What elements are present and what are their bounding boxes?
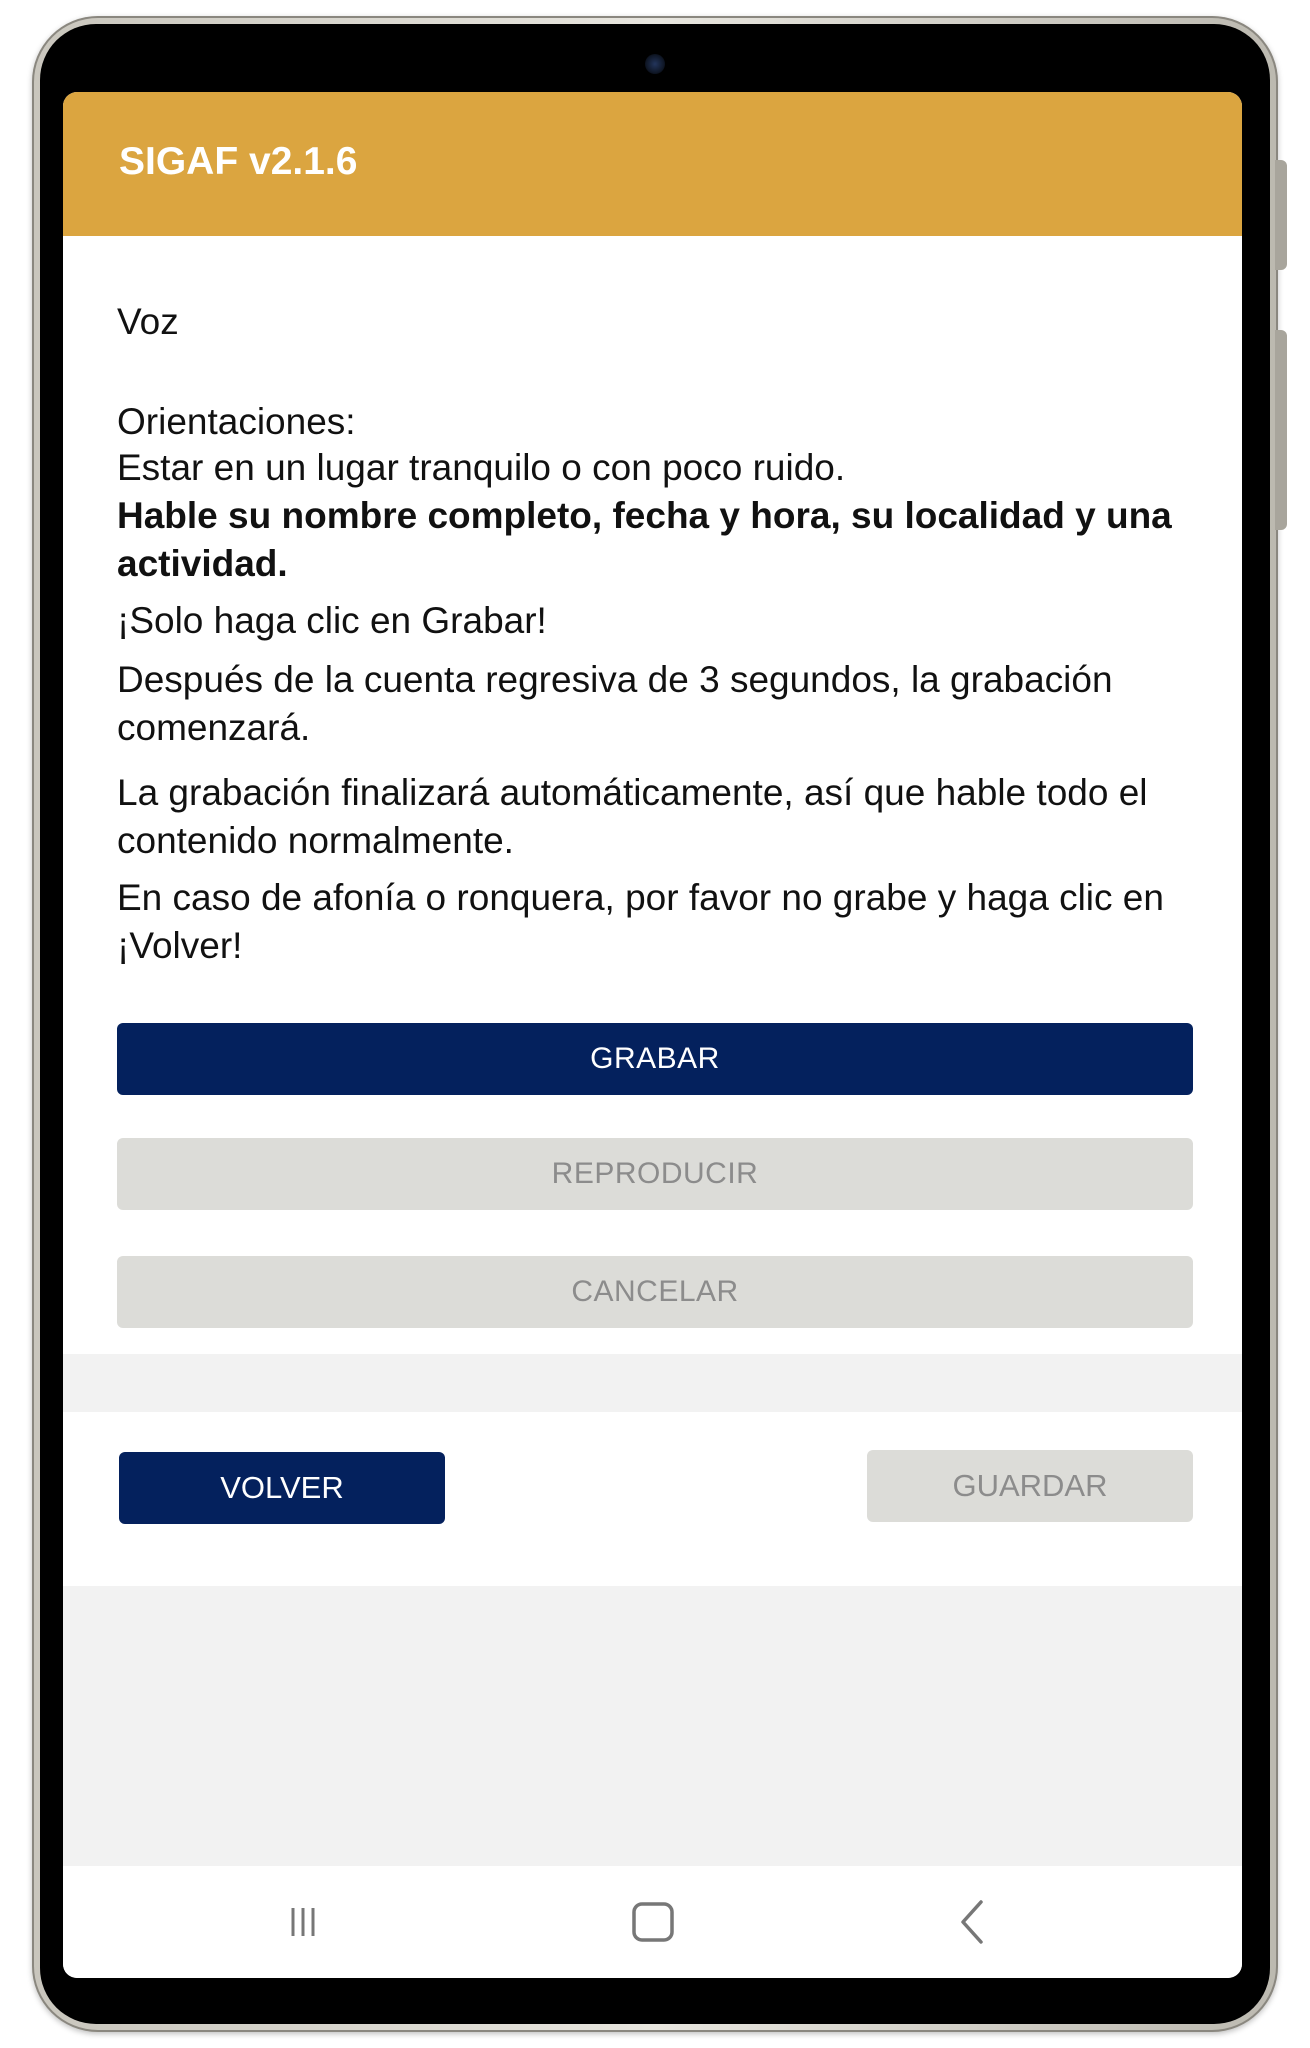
system-nav-bar — [63, 1866, 1242, 1978]
back-icon[interactable] — [943, 1894, 1003, 1950]
action-footer — [63, 1412, 1242, 1586]
app-screen — [63, 92, 1242, 1978]
play-button[interactable]: REPRODUCIR — [117, 1138, 1193, 1210]
home-icon[interactable] — [623, 1894, 683, 1950]
record-button[interactable]: GRABAR — [117, 1023, 1193, 1095]
instruction-hoarse: En caso de afonía o ronquera, por favor no grabe y haga clic en ¡Volver! — [117, 877, 1164, 966]
back-button[interactable]: VOLVER — [119, 1452, 445, 1524]
instruction-click-record: ¡Solo haga clic en Grabar! — [117, 600, 547, 641]
instruction-auto-end: La grabación finalizará automáticamente, así que hable todo el contenido normalmente. — [117, 772, 1148, 861]
section-divider — [63, 1354, 1242, 1412]
cancel-button[interactable]: CANCELAR — [117, 1256, 1193, 1328]
page-title: Voz — [117, 301, 179, 342]
front-camera — [645, 54, 665, 74]
instruction-countdown: Después de la cuenta regresiva de 3 segundos, la grabación comenzará. — [117, 659, 1113, 748]
recent-apps-icon[interactable] — [273, 1894, 333, 1950]
volume-button — [1275, 160, 1287, 270]
instructions-panel — [63, 236, 1242, 1354]
app-bar — [63, 92, 1242, 236]
power-button — [1275, 330, 1287, 530]
instruction-speak: Hable su nombre completo, fecha y hora, su localidad y una actividad. — [117, 495, 1172, 584]
orientations-label: Orientaciones: — [117, 401, 356, 442]
app-title: SIGAF v2.1.6 — [119, 140, 358, 183]
save-button[interactable]: GUARDAR — [867, 1450, 1193, 1522]
instruction-quiet-place: Estar en un lugar tranquilo o con poco ruido. — [117, 447, 846, 488]
